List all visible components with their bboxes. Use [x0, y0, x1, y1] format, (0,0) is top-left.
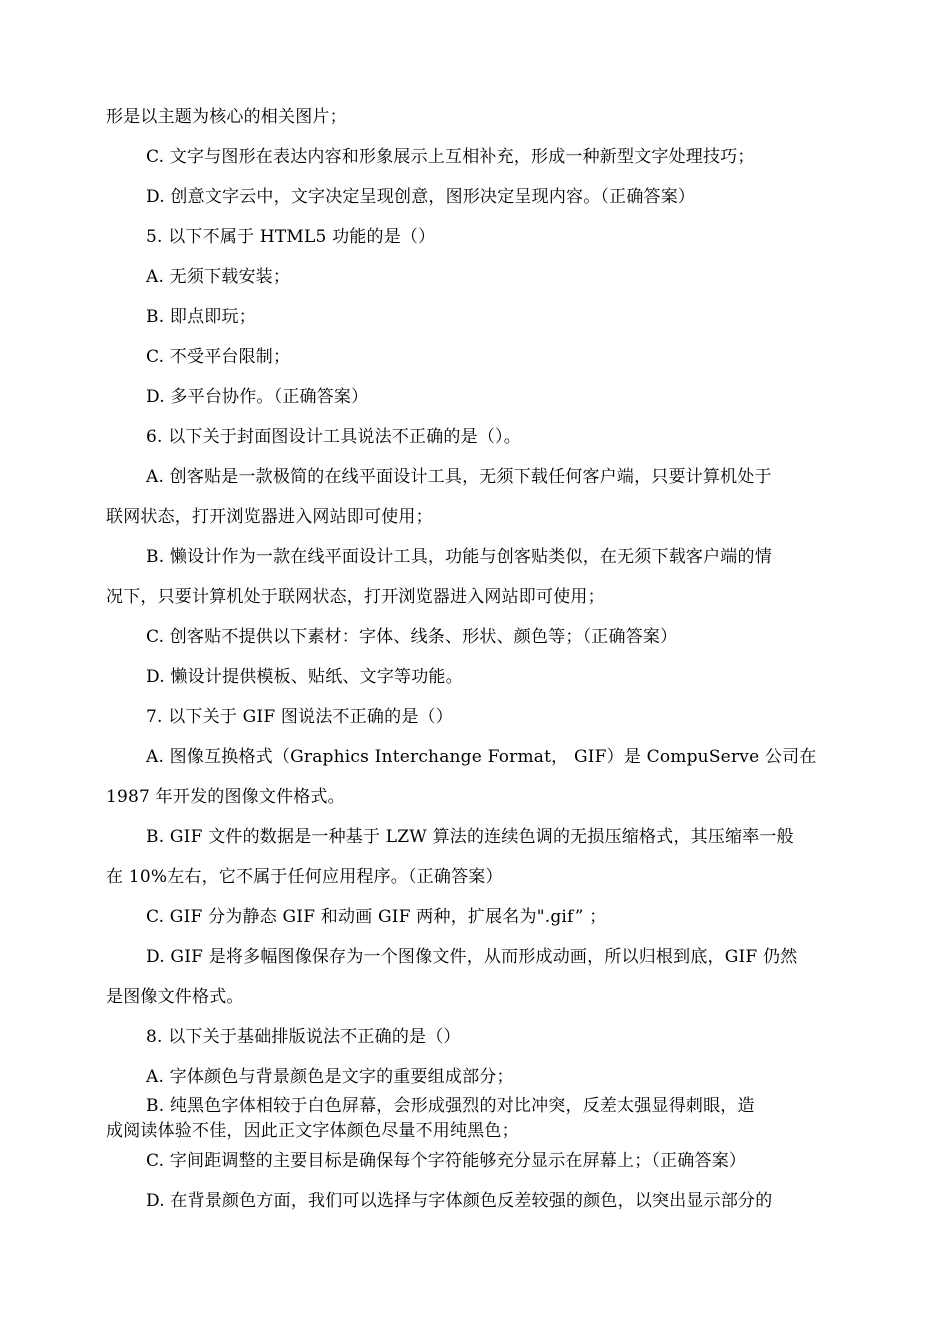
- option-d-q4: D. 创意文字云中，文字决定呈现创意，图形决定呈现内容。（正确答案）: [146, 187, 696, 207]
- option-a-q7-cont: 1987 年开发的图像文件格式。: [106, 787, 345, 807]
- option-b-q8: B. 纯黑色字体相较于白色屏幕，会形成强烈的对比冲突，反差太强显得刺眼，造: [146, 1096, 755, 1116]
- option-b-q6: B. 懒设计作为一款在线平面设计工具，功能与创客贴类似，在无须下载客户端的情: [146, 547, 772, 567]
- option-d-q7-cont: 是图像文件格式。: [106, 987, 244, 1007]
- option-d-q6: D. 懒设计提供模板、贴纸、文字等功能。: [146, 667, 463, 687]
- option-b-q7-cont: 在 10%左右，它不属于任何应用程序。（正确答案）: [106, 867, 503, 887]
- option-d-q8: D. 在背景颜色方面，我们可以选择与字体颜色反差较强的颜色，以突出显示部分的: [146, 1191, 773, 1211]
- text-line: 形是以主题为核心的相关图片；: [106, 107, 347, 127]
- option-b-q8-cont: 成阅读体验不佳，因此正文字体颜色尽量不用纯黑色；: [106, 1121, 519, 1141]
- option-d-q7: D. GIF 是将多幅图像保存为一个图像文件，从而形成动画，所以归根到底，GIF 仍然: [146, 947, 798, 967]
- option-a-q5: A. 无须下载安装；: [146, 267, 291, 287]
- option-a-q6-cont: 联网状态，打开浏览器进入网站即可使用；: [106, 507, 433, 527]
- option-a-q6: A. 创客贴是一款极简的在线平面设计工具，无须下载任何客户端，只要计算机处于: [146, 467, 772, 487]
- option-c-q8: C. 字间距调整的主要目标是确保每个字符能够充分显示在屏幕上；（正确答案）: [146, 1151, 747, 1171]
- option-b-q6-cont: 况下，只要计算机处于联网状态，打开浏览器进入网站即可使用；: [106, 587, 605, 607]
- question-5: 5. 以下不属于 HTML5 功能的是（）: [146, 227, 436, 247]
- option-a-q7: A. 图像互换格式（Graphics Interchange Format， GIF）是 CompuServe 公司在: [146, 747, 817, 767]
- option-d-q5: D. 多平台协作。（正确答案）: [146, 387, 369, 407]
- option-b-q7: B. GIF 文件的数据是一种基于 LZW 算法的连续色调的无损压缩格式，其压缩率一般: [146, 827, 794, 847]
- option-c-q5: C. 不受平台限制；: [146, 347, 291, 367]
- question-6: 6. 以下关于封面图设计工具说法不正确的是（）。: [146, 427, 521, 447]
- question-8: 8. 以下关于基础排版说法不正确的是（）: [146, 1027, 461, 1047]
- option-b-q5: B. 即点即玩；: [146, 307, 256, 327]
- option-c-q7: C. GIF 分为静态 GIF 和动画 GIF 两种，扩展名为".gif” ；: [146, 907, 607, 927]
- option-c-q6: C. 创客贴不提供以下素材：字体、线条、形状、颜色等；（正确答案）: [146, 627, 678, 647]
- option-c-q4: C. 文字与图形在表达内容和形象展示上互相补充，形成一种新型文字处理技巧；: [146, 147, 755, 167]
- option-a-q8: A. 字体颜色与背景颜色是文字的重要组成部分；: [146, 1067, 514, 1087]
- question-7: 7. 以下关于 GIF 图说法不正确的是（）: [146, 707, 453, 727]
